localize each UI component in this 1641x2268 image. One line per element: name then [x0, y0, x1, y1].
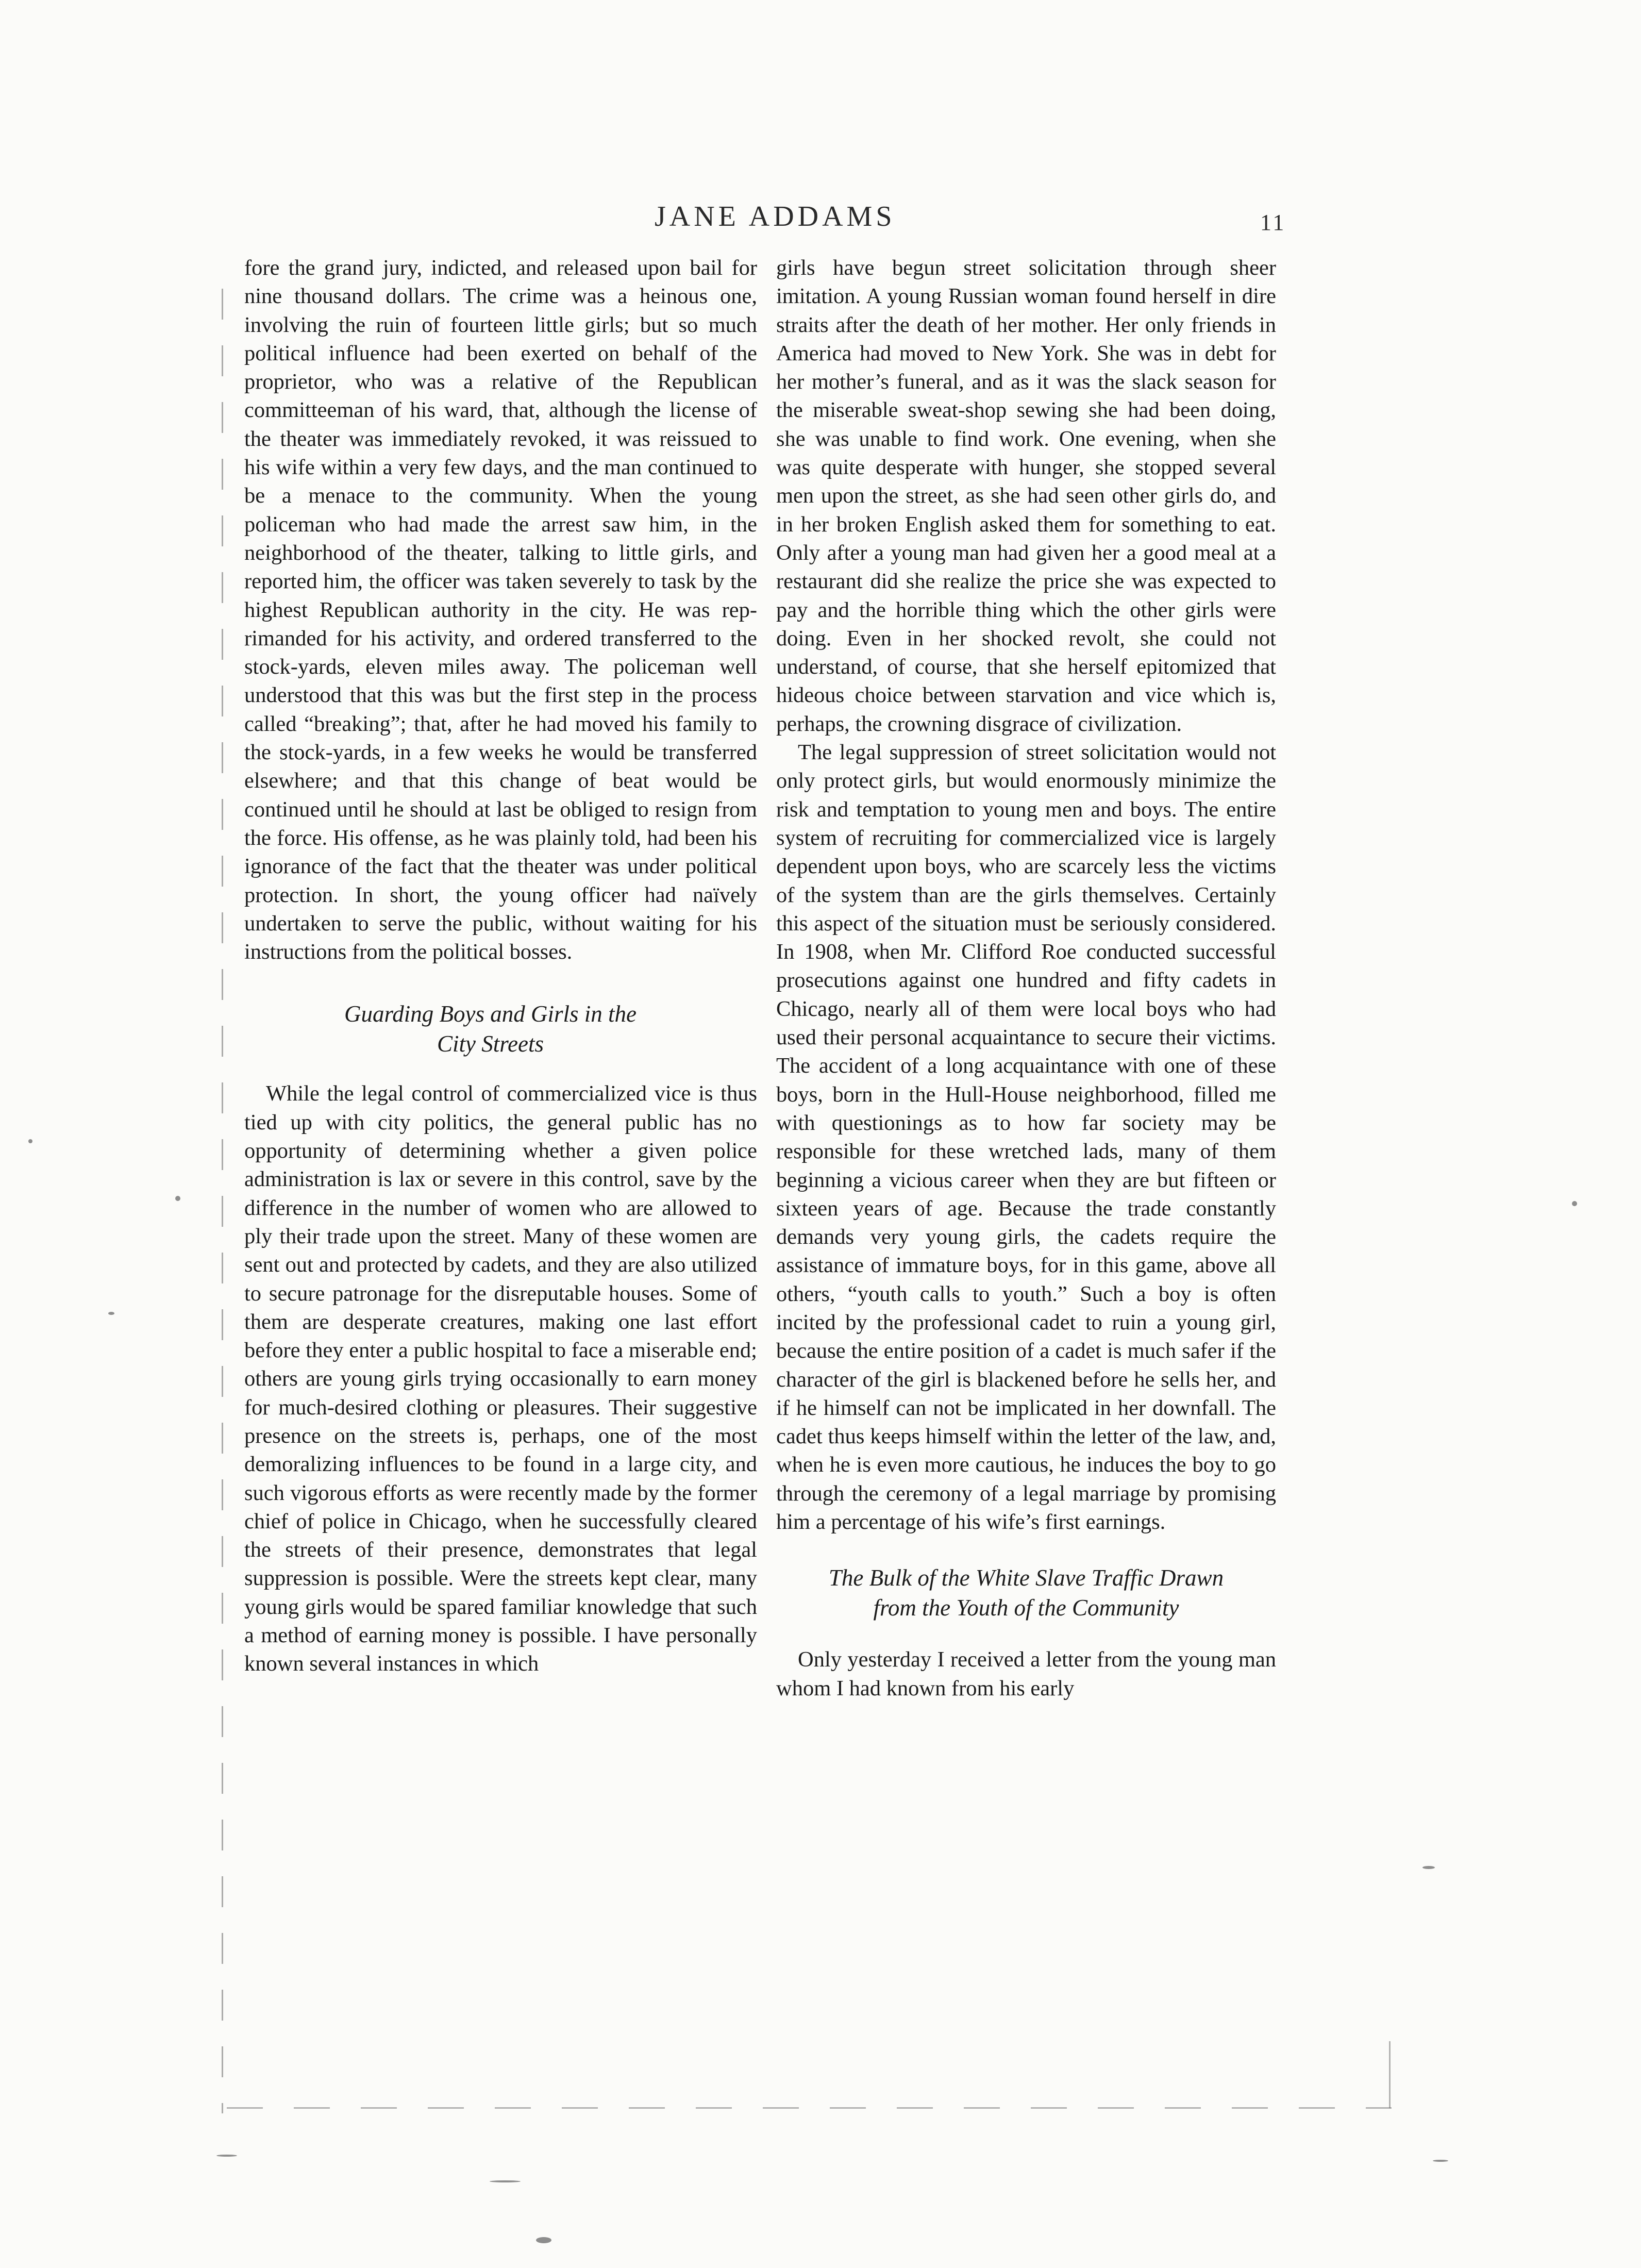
heading-line-1: The Bulk of the White Slave Traffic Drawn	[828, 1565, 1224, 1591]
left-column	[244, 254, 757, 1678]
heading-line-2: City Streets	[437, 1031, 544, 1057]
scan-speck	[1433, 2160, 1448, 2162]
scan-speck	[536, 2237, 551, 2243]
scan-speck	[28, 1139, 32, 1143]
section-heading-guarding-boys-and-girls	[244, 999, 757, 1059]
scan-speck	[1572, 1201, 1577, 1206]
heading-line-1: Guarding Boys and Girls in the	[344, 1001, 637, 1027]
right-paragraph-1: girls have begun street solicitation through sheer imitation. A young Russian woman found herself in dire straits after the death of her mother. Her only friends in America had moved to New York. She was in debt for her mother’s funeral, and as it was the slack season for the miserable sweat-shop sewing she had been doing, she was unable to find work. One evening, when she was quite desperate with hunger, she stopped several men upon the street, as she had seen other girls do, and in her broken English asked them for something to eat. Only after a young man had given her a good meal at a restaurant did she realize the price she was expected to pay and the horrible thing which the other girls were doing. Even in her shocked revolt, she could not understand, of course, that she herself epitomized that hideous choice between starvation and vice which is, perhaps, the crowning disgrace of civilization.	[776, 256, 1276, 736]
right-column	[776, 254, 1276, 1703]
heading-line-2: from the Youth of the Community	[873, 1595, 1179, 1621]
scan-speck	[108, 1312, 114, 1315]
left-paragraph-1: fore the grand jury, indicted, and released upon bail for nine thousand dollars. The crime was a heinous one, involving the ruin of fourteen little girls; but so much political influence had been exerted on behalf of the proprietor, who was a relative of the Republican committeeman of his ward, that, although the license of the theater was immediately revoked, it was reissued to his wife within a very few days, and the man continued to be a menace to the community. When the young policeman who had made the arrest saw him, in the neighborhood of the theater, talking to little girls, and reported him, the officer was taken severely to task by the highest Republican authority in the city. He was reprimanded for his activity, and ordered transferred to the stock-yards, eleven miles away. The policeman well understood that this was but the first step in the process called “breaking”; that, after he had moved his family to the stock-yards, in a few weeks he would be transferred elsewhere; and that this change of beat would be continued until he should at last be obliged to resign from the force. His offense, as he was plainly told, had been his ignorance of the fact that the theater was under political protection. In short, the young officer had naïvely undertaken to serve the public, without waiting for his instructions from the political bosses.	[244, 256, 757, 964]
scan-frame-bottom-edge	[227, 2107, 1392, 2109]
page-number: 11	[1260, 210, 1286, 235]
right-paragraph-2: The legal suppression of street solicitation would not only protect girls, but would enormously minimize the risk and temptation to young men and boys. The entire system of recruiting for commercialized vice is largely dependent upon boys, who are scarcely less the victims of the system than are the girls themselves. Certainly this aspect of the situation must be seriously considered. In 1908, when Mr. Clifford Roe conducted successful prosecutions against one hundred and fifty cadets in Chicago, nearly all of them were local boys who had used their personal acquaintance to secure their victims. The accident of a long acquaintance with one of these boys, born in the Hull-House neighborhood, filled me with questionings as to how far society may be responsible for these wretched lads, many of them beginning a vicious career when they are but fifteen or sixteen years of age. Because the trade constantly demands very young girls, the cadets require the assistance of immature boys, for in this game, above all others, “youth calls to youth.” Such a boy is often incited by the professional cadet to ruin a young girl, because the entire position of a cadet is much safer if the character of the girl is blackened before he sells her, and if he himself can not be implicated in her downfall. The cadet thus keeps himself within the letter of the law, and, when he is even more cautious, he induces the boy to go through the ceremony of a legal marriage by promising him a percentage of his wife’s first earnings.	[776, 740, 1276, 1535]
scan-speck	[175, 1196, 180, 1201]
scan-frame-left-edge	[222, 289, 223, 2113]
scan-speck	[216, 2155, 237, 2157]
running-head: JANE ADDAMS	[655, 201, 896, 232]
right-paragraph-3: Only yesterday I received a letter from the young man whom I had known from his early	[776, 1647, 1276, 1700]
section-heading-bulk-of-white-slave-traffic	[776, 1563, 1276, 1623]
scan-speck	[1422, 1866, 1435, 1869]
scan-speck	[490, 2180, 521, 2182]
scan-frame-right-edge	[1389, 2041, 1391, 2108]
left-paragraph-2: While the legal control of commercialized vice is thus tied up with city politics, the general public has no opportunity of determining whether a given police administration is lax or severe in this control, save by the difference in the number of women who are allowed to ply their trade upon the street. Many of these women are sent out and protected by cadets, and they are also utilized to secure patronage for the disreputable houses. Some of them are desperate creatures, making one last effort before they enter a public hospital to face a miserable end; others are young girls trying occasionally to earn money for much-desired clothing or pleasures. Their suggestive presence on the streets is, perhaps, one of the most demoralizing influences to be found in a large city, and such vigorous efforts as were recently made by the former chief of police in Chicago, when he successfully cleared the streets of their presence, demonstrates that legal suppression is possible. Were the streets kept clear, many young girls would be spared familiar knowledge that such a method of earning money is possible. I have personally known several instances in which	[244, 1081, 757, 1676]
